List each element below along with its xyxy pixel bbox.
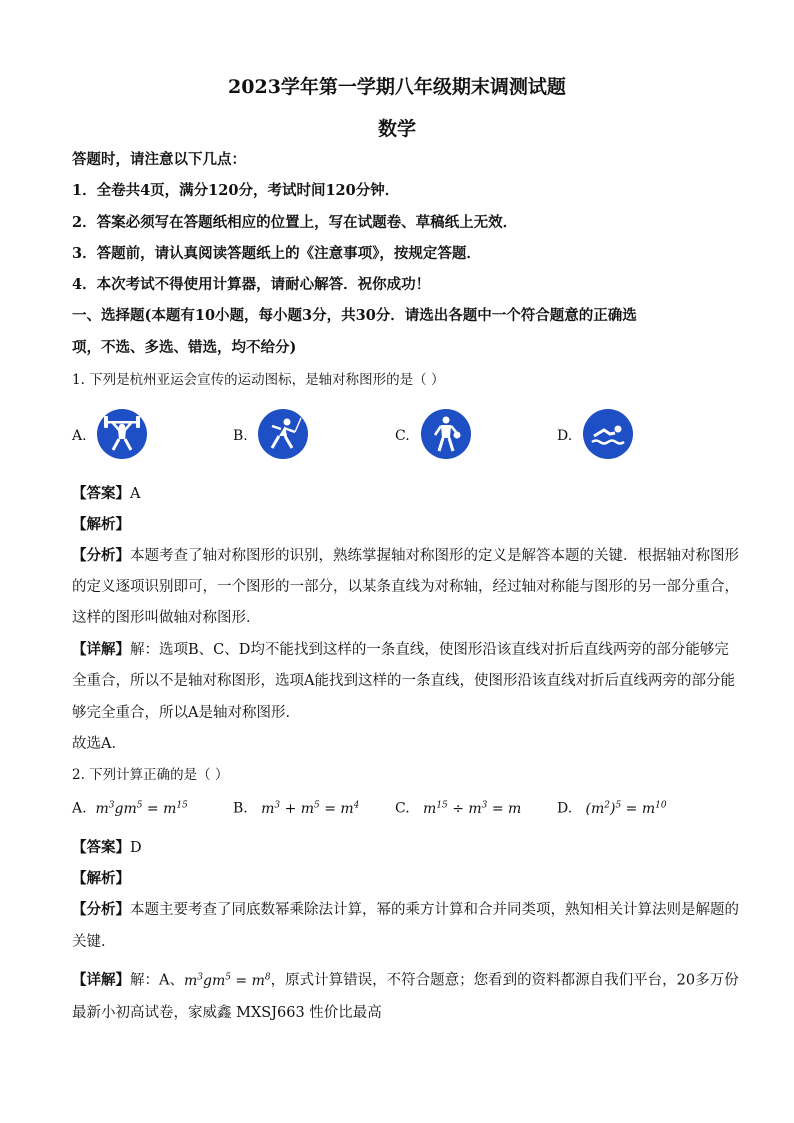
q2-option-b bbox=[233, 800, 359, 817]
swimming-icon bbox=[582, 408, 634, 460]
xiangjie-label: 【详解】 bbox=[72, 641, 130, 658]
q1-option-d-label: D. bbox=[557, 428, 573, 444]
note-item-1: 1．全卷共4页，满分120分，考试时间120分钟． bbox=[72, 182, 400, 199]
q2-xiangjie-line1 bbox=[72, 967, 739, 991]
page-title: 2023学年第一学期八年级期末调测试题 bbox=[228, 76, 566, 98]
note-item-3: 3．答题前，请认真阅读答题纸上的《注意事项》，按规定答题． bbox=[72, 245, 481, 262]
q2-option-d-label: D. bbox=[557, 800, 573, 817]
q1-fenxi-line1 bbox=[72, 546, 739, 566]
q2-option-a-formula: $m^3gm^5 = m^{15}$ bbox=[91, 800, 188, 817]
fenxi-text: 本题考查了轴对称图形的识别，熟练掌握轴对称图形的定义是解答本题的关键．根据轴对称图形 bbox=[130, 548, 739, 564]
basketball-icon bbox=[420, 408, 472, 460]
notes-heading: 答题时，请注意以下几点： bbox=[72, 151, 246, 168]
section-heading-line2: 项，不选、多选、错选，均不给分) bbox=[72, 339, 297, 356]
weightlifting-icon bbox=[96, 408, 148, 460]
fenxi-label: 【分析】 bbox=[72, 901, 130, 918]
q1-analysis-label: 【解析】 bbox=[72, 516, 130, 533]
q2-option-b-formula: $m^3 + m^5 = m^4$ bbox=[252, 800, 360, 817]
q1-fenxi-line3: 这样的图形叫做轴对称图形． bbox=[72, 610, 261, 626]
q2-xiangjie-line2: 最新小初高试卷，家威鑫 MXSJ663 性价比最高 bbox=[72, 1005, 382, 1021]
q2-analysis-label: 【解析】 bbox=[72, 870, 130, 887]
subject-title: 数学 bbox=[377, 118, 416, 140]
answer-label: 【答案】 bbox=[72, 485, 130, 502]
q1-option-a-label: A. bbox=[72, 428, 87, 444]
q1-answer bbox=[72, 484, 140, 504]
section-heading-line1: 一、选择题(本题有10小题，每小题3分，共30分．请选出各题中一个符合题意的正确选 bbox=[72, 307, 637, 324]
q1-conclusion: 故选A． bbox=[72, 736, 126, 752]
fenxi-text: 本题主要考查了同底数幂乘除法计算，幂的乘方计算和合并同类项，熟知相关计算法则是解题的 bbox=[130, 902, 739, 918]
xiangjie-text: 解：选项B、C、D均不能找到这样的一条直线，使图形沿该直线对折后直线两旁的部分能够完 bbox=[130, 642, 729, 658]
q2-option-d-formula: $(m^2)^5 = m^{10}$ bbox=[576, 800, 667, 817]
fencing-icon bbox=[257, 408, 309, 460]
q2-stem: 2. 下列计算正确的是（ ） bbox=[72, 767, 229, 783]
xiangjie-label: 【详解】 bbox=[72, 971, 130, 989]
q2-option-a bbox=[72, 800, 188, 817]
xiangjie-suffix: ，原式计算错误，不符合题意；您看到的资料都源自我们平台，20多万份 bbox=[270, 972, 739, 989]
q1-stem: 1. 下列是杭州亚运会宣传的运动图标，是轴对称图形的是（ ） bbox=[72, 372, 445, 388]
q2-option-c bbox=[395, 800, 521, 817]
q1-fenxi-line2: 的定义逐项识别即可，一个图形的一部分，以某条直线为对称轴，经过轴对称能与图形的另一部分重合， bbox=[72, 579, 739, 595]
q2-option-a-label: A. bbox=[72, 800, 87, 817]
note-item-4: 4．本次考试不得使用计算器，请耐心解答．祝你成功！ bbox=[72, 276, 431, 293]
q2-option-d bbox=[557, 800, 667, 817]
q2-fenxi-line1 bbox=[72, 900, 739, 920]
q1-xiangjie-line3: 够完全重合，所以A是轴对称图形． bbox=[72, 705, 300, 721]
q1-xiangjie-line2: 全重合，所以不是轴对称图形，选项A能找到这样的一条直线，使图形沿该直线对折后直线两旁的部分能 bbox=[72, 673, 735, 689]
fenxi-label: 【分析】 bbox=[72, 547, 130, 564]
q2-fenxi-line2: 关键． bbox=[72, 934, 116, 950]
note-item-2: 2．答案必须写在答题纸相应的位置上，写在试题卷、草稿纸上无效． bbox=[72, 214, 518, 231]
q2-option-c-label: C. bbox=[395, 800, 410, 817]
xiangjie-prefix: 解：A、 bbox=[130, 972, 184, 989]
q1-option-b-label: B. bbox=[233, 428, 248, 444]
answer-value: A bbox=[130, 486, 141, 502]
answer-value: D bbox=[130, 840, 142, 856]
q1-option-c-label: C. bbox=[395, 428, 410, 444]
q2-answer bbox=[72, 838, 142, 858]
xiangjie-formula: $m^3gm^5 = m^8$ bbox=[183, 972, 271, 989]
q1-xiangjie-line1 bbox=[72, 640, 729, 660]
answer-label: 【答案】 bbox=[72, 839, 130, 856]
q2-option-b-label: B. bbox=[233, 800, 248, 817]
q2-option-c-formula: $m^{15} \div m^3 = m$ bbox=[414, 800, 522, 817]
